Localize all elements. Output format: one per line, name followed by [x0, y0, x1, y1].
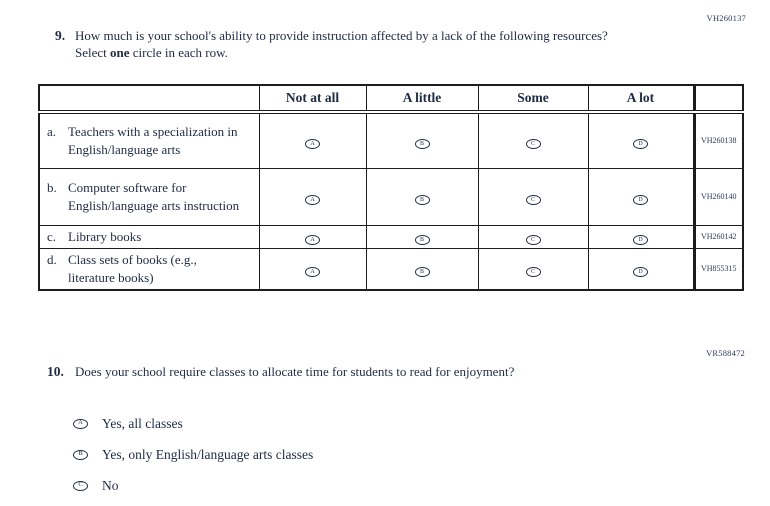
answer-bubble-d[interactable]: D [633, 235, 648, 245]
row-letter: a. [47, 123, 57, 139]
answer-bubble-d[interactable]: D [633, 267, 648, 277]
header-not-at-all: Not at all [259, 85, 366, 112]
question10-number: 10. [47, 364, 64, 379]
option-label: Yes, only English/language arts classes [102, 447, 314, 462]
table-header-row [39, 85, 743, 112]
question10-text: Does your school require classes to allocate time for students to read for enjoyment? [75, 364, 515, 379]
row-label-class-sets [39, 248, 259, 290]
question10 [47, 363, 575, 380]
answer-bubble-b[interactable]: B [415, 139, 430, 149]
answer-bubble-c[interactable]: C [526, 139, 541, 149]
question9-text [75, 27, 623, 61]
answer-bubble-b[interactable]: B [415, 235, 430, 245]
table-row-teachers [39, 112, 743, 168]
row-label-text: Library books [68, 228, 142, 244]
answer-bubble-b[interactable]: B [415, 195, 430, 205]
question9-text-start: How much is your school's ability to provide instruction affected by a lack of the following resources? Select [75, 28, 608, 60]
option-label: Yes, all classes [102, 416, 183, 431]
answer-bubble-d[interactable]: D [633, 139, 648, 149]
resource-table [38, 84, 744, 291]
answer-bubble-a[interactable]: A [305, 139, 320, 149]
answer-bubble-c[interactable]: C [526, 235, 541, 245]
row-letter: d. [47, 251, 57, 267]
answer-bubble-a[interactable]: A [305, 195, 320, 205]
row-code: VH260142 [694, 225, 743, 248]
question10-options [73, 414, 313, 506]
question10-code: VR588472 [706, 348, 745, 358]
option-label: No [102, 478, 119, 493]
question9-number: 9. [55, 28, 66, 43]
answer-bubble-a[interactable]: A [305, 235, 320, 245]
row-code: VH260138 [694, 112, 743, 168]
table-row-class-sets [39, 248, 743, 290]
option-yes-all-classes[interactable] [73, 414, 313, 433]
question9-text-end: circle in each row. [129, 45, 228, 60]
option-bubble-b[interactable]: B [73, 450, 88, 460]
header-some: Some [478, 85, 588, 112]
row-letter: c. [47, 228, 57, 244]
row-label-text: Computer software for English/language arts instruction [68, 179, 240, 213]
row-label-text: Teachers with a specialization in English/language arts [68, 123, 238, 157]
row-letter: b. [47, 179, 57, 195]
row-label-teachers [39, 112, 259, 168]
answer-bubble-c[interactable]: C [526, 195, 541, 205]
answer-bubble-d[interactable]: D [633, 195, 648, 205]
row-label-software [39, 168, 259, 225]
option-yes-english-only[interactable] [73, 445, 313, 464]
answer-bubble-c[interactable]: C [526, 267, 541, 277]
answer-bubble-a[interactable]: A [305, 267, 320, 277]
option-no[interactable] [73, 476, 313, 495]
row-label-text: Class sets of books (e.g., literature books) [68, 251, 197, 285]
header-blank-cell [39, 85, 259, 112]
question9 [55, 27, 623, 61]
row-code: VH855315 [694, 248, 743, 290]
row-code: VH260140 [694, 168, 743, 225]
answer-bubble-b[interactable]: B [415, 267, 430, 277]
table-row-library [39, 225, 743, 248]
option-bubble-a[interactable]: A [73, 419, 88, 429]
question9-code: VH260137 [706, 13, 746, 23]
header-a-lot: A lot [588, 85, 694, 112]
option-bubble-c[interactable]: C [73, 481, 88, 491]
question9-bold-word: one [110, 45, 130, 60]
header-code-cell [694, 85, 743, 112]
row-label-library [39, 225, 259, 248]
table-row-software [39, 168, 743, 225]
header-a-little: A little [366, 85, 478, 112]
